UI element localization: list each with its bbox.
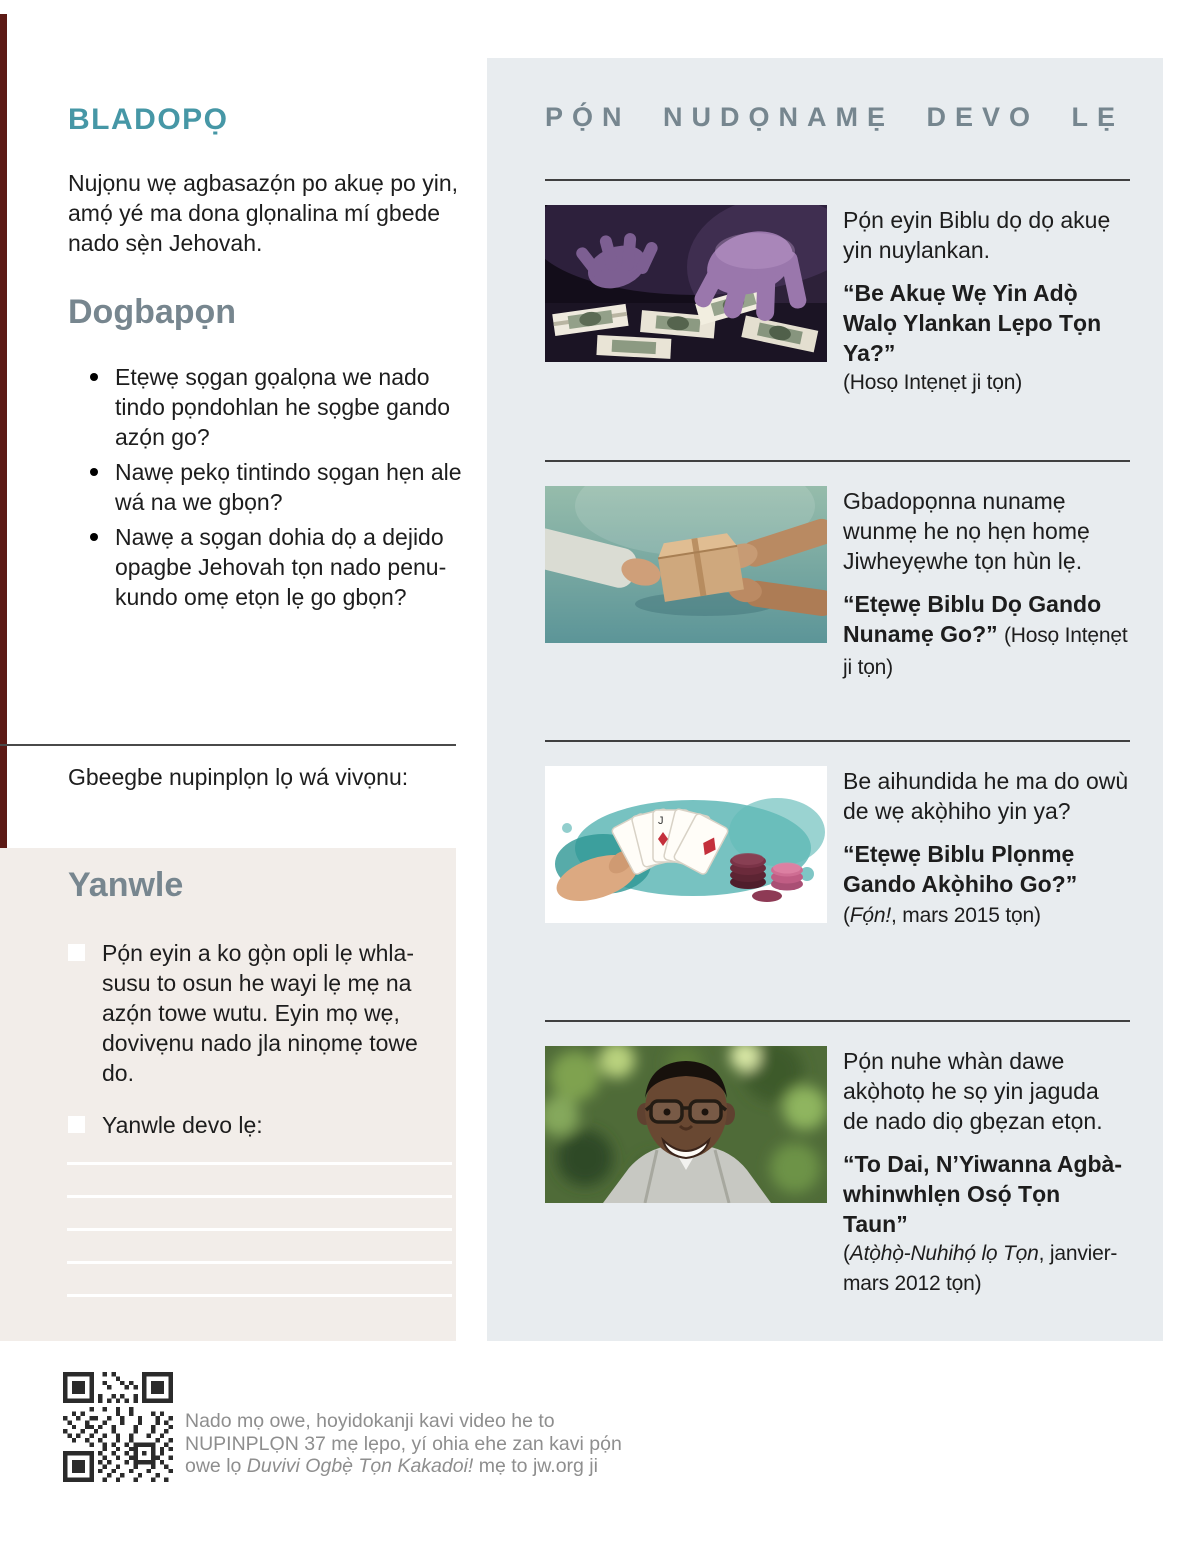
goal-box xyxy=(0,848,456,1341)
resource-title: “To Dai, N’Yiwanna Agbàwhinwhlẹn Osọ́ Tọn Taun” xyxy=(843,1151,1123,1237)
resource-title: “Be Akuẹ Wẹ Yin Adọ̀ Walọ Ylankan Lẹpo Tọn Ya?” xyxy=(843,280,1102,366)
jw-org-footnote xyxy=(185,1410,705,1478)
resource-description: Pọ́n eyin Biblu dọ dọ akuẹ yin nuylankan. xyxy=(843,207,1111,263)
checkbox-icon[interactable] xyxy=(68,1116,85,1133)
conclusion-text: Nujọnu wẹ agbasazọ́n po akuẹ po yin, amọ́ yé ma dona glọnalina mí gbede nado sẹ̀n Jehovah. xyxy=(68,170,459,256)
goal-item-text: Pọ́n eyin a ko gọ̀n opli lẹ whlasusu to osun he wayi lẹ mẹ na azọ́n towe wutu. Eyin mọ wẹ, dovivẹnu nado jla ninọmẹ towe do. xyxy=(102,940,418,1086)
review-question: Etẹwẹ sọgan gọalọna we nado tindo pọndohlan he sọgbe gando azọ́n go? xyxy=(68,362,463,452)
resource-section xyxy=(545,740,1130,931)
goal-heading: Yanwle xyxy=(68,866,184,904)
resource-description: Be aihundida he ma do owù de wẹ akọ̀hiho yin ya? xyxy=(843,768,1129,824)
playing-cards-gambling-illustration xyxy=(545,766,827,923)
footnote-line: Nado mọ owe, hoyidokanji kavi video he to xyxy=(185,1410,555,1432)
resource-reference: (Fọ́n!, mars 2015 tọn) xyxy=(843,904,1041,927)
divider-rule xyxy=(0,744,456,746)
resource-reference: (Hosọ Intẹnẹt ji tọn) xyxy=(843,371,1023,394)
writing-line[interactable] xyxy=(67,1162,452,1165)
resource-reference: (Atọ̀họ̀-Nuhihọ́ lọ Tọn, janvier-mars 2012 tọn) xyxy=(843,1242,1118,1295)
goal-item xyxy=(68,1110,424,1140)
gift-giving-illustration xyxy=(545,486,827,643)
writing-line[interactable] xyxy=(67,1228,452,1231)
section-color-tab xyxy=(0,14,7,848)
smiling-man-portrait-photo xyxy=(545,1046,827,1203)
checkbox-icon[interactable] xyxy=(68,944,85,961)
resource-section xyxy=(545,460,1130,683)
additional-resources-panel xyxy=(487,58,1163,1341)
svg-text:J: J xyxy=(658,815,664,827)
memory-prompt: Gbeegbe nupinplọn lọ wá vivọnu: xyxy=(68,764,409,790)
review-question: Nawẹ pekọ tintindo sọgan hẹn ale wá na we gbọn? xyxy=(68,457,463,517)
review-question: Nawẹ a sọgan dohia dọ a dejido opagbe Jehovah tọn nado penukundo omẹ etọn lẹ go gbọn? xyxy=(68,522,463,612)
qr-code xyxy=(63,1372,173,1482)
writing-line[interactable] xyxy=(67,1294,452,1297)
resource-title-line xyxy=(843,278,1130,398)
review-questions-list xyxy=(68,362,463,617)
resource-title-line xyxy=(843,839,1130,931)
resource-section xyxy=(545,1020,1130,1299)
goal-item xyxy=(68,938,424,1088)
goal-item-text: Yanwle devo lẹ: xyxy=(102,1112,263,1138)
conclusion-heading: BLADOPỌ xyxy=(68,103,229,136)
resource-title-line xyxy=(843,589,1130,683)
resource-section xyxy=(545,179,1130,398)
resource-title-line xyxy=(843,1149,1130,1299)
writing-line[interactable] xyxy=(67,1195,452,1198)
resource-reference: (Hosọ Intẹnẹt ji tọn) xyxy=(843,624,1128,679)
resource-title: “Etẹwẹ Biblu Dọ Gando Nunamẹ Go?” xyxy=(843,591,1102,647)
resource-description: Pọ́n nuhe whàn dawe akọ̀hotọ he sọ yin jaguda de nado diọ gbẹzan etọn. xyxy=(843,1048,1103,1134)
review-questions-heading: Dogbapọn xyxy=(68,293,237,331)
writing-line[interactable] xyxy=(67,1261,452,1264)
resource-description: Gbadopọnna nunamẹ wunmẹ he nọ hẹn homẹ Jiwheyẹwhe tọn hùn lẹ. xyxy=(843,488,1090,574)
footnote-line: owe lọ Duvivi Ogbẹ̀ Tọn Kakadoi! mẹ to jw.org ji xyxy=(185,1455,598,1477)
footnote-line: NUPINPLỌN 37 mẹ lẹpo, yí ohia ehe zan kavi pọ́n xyxy=(185,1432,622,1455)
resources-panel-heading: PỌ́N NUDỌNAMẸ DEVO LẸ xyxy=(545,102,1125,132)
money-grabbing-hands-photo xyxy=(545,205,827,362)
resource-title: “Etẹwẹ Biblu Plọnmẹ Gando Akọ̀hiho Go?” xyxy=(843,841,1078,897)
